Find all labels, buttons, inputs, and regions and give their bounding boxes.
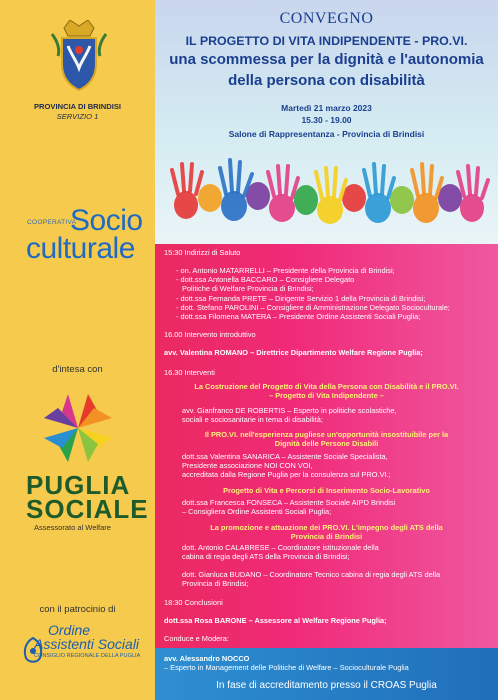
convegno-label: CONVEGNO: [279, 10, 374, 27]
event-date: Martedì 21 marzo 2023: [281, 103, 372, 113]
intro-heading: 16.00 Intervento introduttivo: [164, 330, 256, 339]
speaker-nocco-role: – Esperto in Management delle Politiche di Welfare – Socioculturale Puglia: [164, 663, 409, 672]
topic-1-line-1: La Costruzione del Progetto di Vita della Persona con Disabilità e il PRO.VI.: [194, 382, 459, 391]
event-time: 15.30 - 19.00: [301, 115, 352, 125]
speaker-de-robertis-role: sociali e sociosanitarie in tema di disabilità;: [182, 415, 323, 424]
speaker-budano: dott. Gianluca BUDANO – Coordinatore Tecnico cabina di regia degli ATS della: [182, 570, 441, 579]
moderatore-heading: Conduce e Modera:: [164, 634, 229, 643]
speaker-sanarica-accr: accreditata dalla Regione Puglia per la consulenza sul PRO.VI.;: [182, 470, 391, 479]
puglia-logo-1: PUGLIA: [26, 470, 131, 500]
speaker-baccaro: - dott.ssa Antonella BACCARO – Consigliere Delegato: [176, 275, 355, 284]
speaker-sanarica-role: Presidente associazione NOI CON VOI,: [182, 461, 313, 470]
title-line-2: una scommessa per la dignità e l'autonomia: [169, 51, 484, 68]
speaker-barone: dott.ssa Rosa BARONE – Assessore al Welfare Regione Puglia;: [164, 616, 387, 625]
saluto-heading: 15:30 Indirizzi di Saluto: [164, 248, 241, 257]
topic-4-line-1: La promozione e attuazione dei PRO.VI. L'impegno degli ATS della: [210, 523, 443, 532]
speaker-matera: - dott.ssa Filomena MATERA – Presidente Ordine Assistenti Sociali Puglia;: [176, 312, 421, 321]
title-line-3: della persona con disabilità: [228, 72, 425, 89]
speaker-calabrese: dott. Antonio CALABRESE – Coordinatore istituzionale della: [182, 543, 379, 552]
event-venue: Salone di Rappresentanza - Provincia di Brindisi: [228, 129, 425, 139]
topic-2-line-2: Dignità delle Persone Disabili: [274, 439, 379, 448]
puglia-pinwheel-icon: [40, 390, 116, 466]
speaker-baccaro-role: Politiche di Welfare Provincia di Brindisi;: [182, 284, 314, 293]
painted-hands-illustration: [166, 150, 492, 232]
assessorato-label: Assessorato al Welfare: [34, 523, 111, 532]
topic-2-line-1: Il PRO.VI. nell'esperienza pugliese un'opportunità insostituibile per la: [204, 430, 449, 439]
patrocinio-label: con il patrocinio di: [39, 604, 116, 615]
speaker-nocco: avv. Alessandro NOCCO: [164, 654, 250, 663]
province-name: PROVINCIA DI BRINDISI: [33, 102, 122, 111]
speaker-sanarica: dott.ssa Valentina SANARICA – Assistente Sociale Specialista,: [182, 452, 388, 461]
ordine-consiglio: CONSIGLIO REGIONALE DELLA PUGLIA: [34, 653, 141, 659]
topic-3: Progetto di Vita e Percorsi di Inserimento Socio-Lavorativo: [223, 486, 430, 495]
conclusioni-heading: 18:30 Conclusioni: [164, 598, 223, 607]
province-service: SERVIZIO 1: [56, 112, 99, 121]
ordine-logo-2: Assistenti Sociali: [34, 636, 140, 652]
intesa-label: d'intesa con: [52, 364, 103, 375]
speaker-budano-role: Provincia di Brindisi;: [182, 579, 249, 588]
coop-small-label: COOPERATIVA: [27, 219, 77, 226]
speaker-de-robertis: avv. Gianfranco DE ROBERTIS – Esperto in politiche scolastiche,: [182, 406, 397, 415]
speaker-fonseca-role: – Consigliera Ordine Assistenti Sociali Puglia;: [182, 507, 332, 516]
accreditamento-footer: In fase di accreditamento presso il CROAS Puglia: [216, 680, 437, 691]
interventi-heading: 16.30 Interventi: [164, 368, 215, 377]
coop-logo-socio: Socio: [70, 204, 143, 237]
speaker-fonseca: dott.ssa Francesca FONSECA – Assistente Sociale AIPD Brindisi: [182, 498, 396, 507]
speaker-calabrese-role: cabina di regia degli ATS della Provincia di Brindisi;: [182, 552, 350, 561]
speaker-parolini: - dott. Stefano PAROLINI – Consigliere di Amministrazione Delegato Socioculturale;: [176, 303, 450, 312]
speaker-matarrelli: - on. Antonio MATARRELLI – Presidente della Provincia di Brindisi;: [176, 266, 395, 275]
title-line-1: IL PROGETTO DI VITA INDIPENDENTE - PRO.VI.: [185, 34, 468, 48]
coop-logo-culturale: culturale: [26, 232, 135, 265]
topic-4-line-2: Provincia di Brindisi: [290, 532, 363, 541]
province-crest-icon: [50, 20, 108, 96]
speaker-prete: - dott.ssa Fernanda PRETE – Dirigente Servizio 1 della Provincia di Brindisi;: [176, 294, 426, 303]
ordine-logo-1: Ordine: [48, 622, 91, 638]
speaker-romano: avv. Valentina ROMANO – Direttrice Dipartimento Welfare Regione Puglia;: [164, 348, 423, 357]
topic-1-line-2: – Progetto di Vita Indipendente –: [269, 391, 384, 400]
puglia-logo-2: SOCIALE: [26, 494, 149, 524]
